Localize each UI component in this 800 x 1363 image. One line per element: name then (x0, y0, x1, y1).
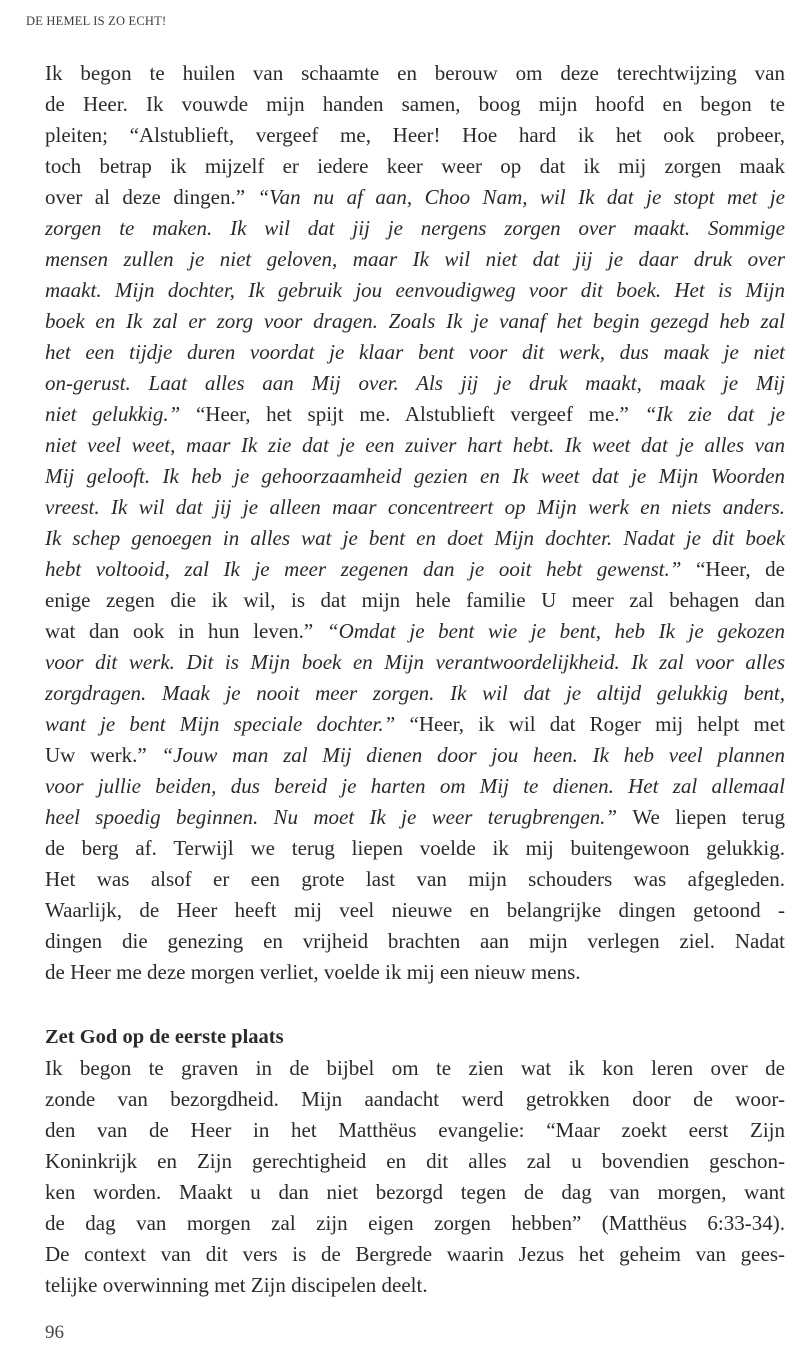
text-line (45, 523, 785, 554)
text-segment: “Heer, ik wil dat Roger mij helpt met (409, 712, 785, 736)
text-line (45, 58, 785, 89)
text-line (45, 1270, 785, 1301)
italic-quote-segment: on-gerust. Laat alles aan Mij over. Als jij je druk maakt, maak je Mij (45, 371, 785, 395)
italic-quote-segment: “Jouw man zal Mij dienen door jou heen. Ik heb veel plannen (161, 743, 785, 767)
text-line (45, 957, 785, 988)
text-line (45, 1053, 785, 1084)
italic-quote-segment: het een tijdje duren voordat je klaar bent voor dit werk, dus maak je niet (45, 340, 785, 364)
text-segment: Waarlijk, de Heer heeft mij veel nieuwe en belangrijke dingen getoond - (45, 898, 785, 922)
text-line (45, 1239, 785, 1270)
text-segment: We liepen terug (632, 805, 785, 829)
text-line (45, 678, 785, 709)
paragraph-1 (45, 58, 785, 988)
text-line (45, 120, 785, 151)
italic-quote-segment: zorgdragen. Maak je nooit meer zorgen. Ik wil dat je altijd gelukkig bent, (45, 681, 785, 705)
italic-quote-segment: hebt voltooid, zal Ik je meer zegenen dan je ooit hebt gewenst.” (45, 557, 697, 581)
text-segment: wat dan ook in hun leven.” (45, 619, 327, 643)
text-line (45, 771, 785, 802)
text-segment: toch betrap ik mijzelf er iedere keer weer op dat ik mij zorgen maak (45, 154, 785, 178)
page-number: 96 (45, 1322, 64, 1343)
text-segment: Uw werk.” (45, 743, 162, 767)
italic-quote-segment: maakt. Mijn dochter, Ik gebruik jou eenvoudigweg voor dit boek. Het is Mijn (45, 278, 785, 302)
text-segment: enige zegen die ik wil, is dat mijn hele familie U meer zal behagen dan (45, 588, 785, 612)
italic-quote-segment: Ik schep genoegen in alles wat je bent en doet Mijn dochter. Nadat je dit boek (45, 526, 785, 550)
running-head: DE HEMEL IS ZO ECHT! (26, 14, 167, 28)
text-line (45, 430, 785, 461)
text-line (45, 740, 785, 771)
text-segment: Ik begon te graven in de bijbel om te zien wat ik kon leren over de (45, 1056, 785, 1080)
text-segment: over al deze dingen.” (45, 185, 258, 209)
text-line (45, 151, 785, 182)
body-text (45, 58, 785, 1301)
text-segment: Ik begon te huilen van schaamte en berouw om deze terechtwijzing van (45, 61, 785, 85)
text-line (45, 554, 785, 585)
text-segment: telijke overwinning met Zijn discipelen deelt. (45, 1273, 428, 1297)
text-line (45, 709, 785, 740)
text-line (45, 461, 785, 492)
text-segment: dingen die genezing en vrijheid brachten aan mijn verlegen ziel. Nadat (45, 929, 785, 953)
italic-quote-segment: niet gelukkig.” (45, 402, 196, 426)
italic-quote-segment: zorgen te maken. Ik wil dat jij je nergens zorgen over maakt. Sommige (45, 216, 785, 240)
text-line (45, 802, 785, 833)
text-segment: de Heer me deze morgen verliet, voelde ik mij een nieuw mens. (45, 960, 581, 984)
italic-quote-segment: mensen zullen je niet geloven, maar Ik wil niet dat jij je daar druk over (45, 247, 785, 271)
text-segment: ken worden. Maakt u dan niet bezorgd tegen de dag van morgen, want (45, 1180, 785, 1204)
text-segment: de Heer. Ik vouwde mijn handen samen, boog mijn hoofd en begon te (45, 92, 785, 116)
text-line (45, 306, 785, 337)
italic-quote-segment: voor dit werk. Dit is Mijn boek en Mijn verantwoordelijkheid. Ik zal voor alles (45, 650, 785, 674)
text-line (45, 244, 785, 275)
text-line (45, 1084, 785, 1115)
italic-quote-segment: “Omdat je bent wie je bent, heb Ik je gekozen (326, 619, 785, 643)
text-line (45, 337, 785, 368)
text-line (45, 89, 785, 120)
text-line (45, 833, 785, 864)
italic-quote-segment: vreest. Ik wil dat jij je alleen maar concentreert op Mijn werk en niets anders. (45, 495, 785, 519)
paragraph-2 (45, 1053, 785, 1301)
text-segment: “Heer, het spijt me. Alstublieft vergeef me.” (195, 402, 645, 426)
text-line (45, 492, 785, 523)
text-segment: Het was alsof er een grote last van mijn schouders was afgegleden. (45, 867, 785, 891)
text-segment: den van de Heer in het Matthëus evangelie: “Maar zoekt eerst Zijn (45, 1118, 785, 1142)
text-line (45, 368, 785, 399)
italic-quote-segment: “Ik zie dat je (644, 402, 785, 426)
section-gap (45, 988, 785, 1022)
text-segment: de dag van morgen zal zijn eigen zorgen hebben” (Matthëus 6:33-34). (45, 1211, 785, 1235)
italic-quote-segment: niet veel weet, maar Ik zie dat je een zuiver hart hebt. Ik weet dat je alles van (45, 433, 785, 457)
italic-quote-segment: heel spoedig beginnen. Nu moet Ik je weer terugbrengen.” (45, 805, 633, 829)
text-line (45, 275, 785, 306)
text-line (45, 864, 785, 895)
text-line (45, 1115, 785, 1146)
text-line (45, 399, 785, 430)
text-segment: De context van dit vers is de Bergrede waarin Jezus het geheim van gees- (45, 1242, 785, 1266)
text-segment: Koninkrijk en Zijn gerechtigheid en dit alles zal u bovendien geschon- (45, 1149, 785, 1173)
text-line (45, 585, 785, 616)
italic-quote-segment: want je bent Mijn speciale dochter.” (45, 712, 410, 736)
italic-quote-segment: “Van nu af aan, Choo Nam, wil Ik dat je stopt met je (257, 185, 785, 209)
text-segment: “Heer, de (696, 557, 785, 581)
section-heading: Zet God op de eerste plaats (45, 1026, 284, 1048)
text-segment: zonde van bezorgdheid. Mijn aandacht werd getrokken door de woor- (45, 1087, 785, 1111)
italic-quote-segment: voor jullie beiden, dus bereid je harten om Mij te dienen. Het zal allemaal (45, 774, 785, 798)
text-segment: de berg af. Terwijl we terug liepen voelde ik mij buitengewoon gelukkig. (45, 836, 785, 860)
text-line (45, 213, 785, 244)
text-line (45, 1146, 785, 1177)
text-line (45, 895, 785, 926)
text-line (45, 1177, 785, 1208)
text-line (45, 647, 785, 678)
italic-quote-segment: Mij gelooft. Ik heb je gehoorzaamheid gezien en Ik weet dat je Mijn Woorden (45, 464, 785, 488)
text-line (45, 1208, 785, 1239)
text-line (45, 616, 785, 647)
italic-quote-segment: boek en Ik zal er zorg voor dragen. Zoals Ik je vanaf het begin gezegd heb zal (45, 309, 785, 333)
text-segment: pleiten; “Alstublieft, vergeef me, Heer! Hoe hard ik het ook probeer, (45, 123, 785, 147)
text-line (45, 926, 785, 957)
text-line (45, 182, 785, 213)
